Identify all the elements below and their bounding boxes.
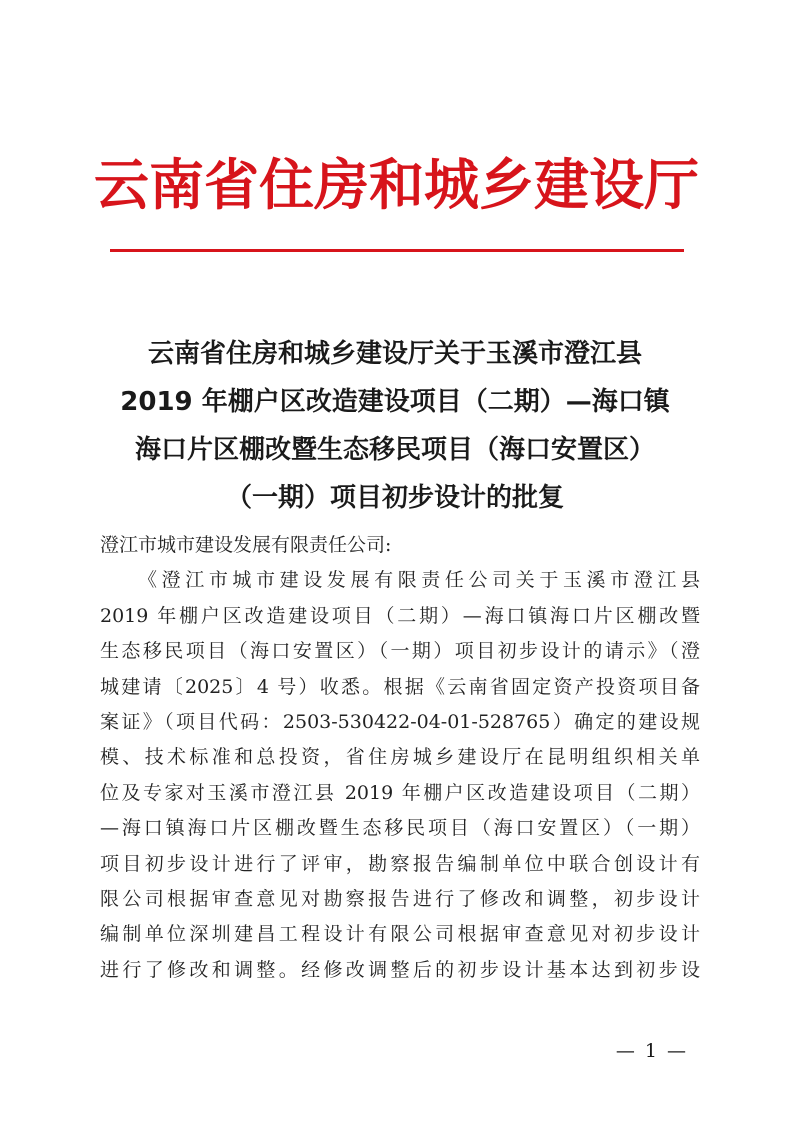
- title-line: 2019 年棚户区改造建设项目（二期）—海口镇: [120, 387, 670, 417]
- agency-letterhead: 云南省住房和城乡建设厅: [93, 153, 699, 217]
- title-line: 海口片区棚改暨生态移民项目（海口安置区）: [134, 435, 655, 465]
- letterhead-red-rule: [110, 249, 684, 252]
- body-line: 案证》（项目代码：2503-530422-04-01-528765）确定的建设规: [100, 711, 700, 734]
- body-line: —海口镇海口片区棚改暨生态移民项目（海口安置区）（一期）: [100, 817, 700, 840]
- title-line: 云南省住房和城乡建设厅关于玉溪市澄江县: [147, 339, 642, 369]
- body-line: 限公司根据审查意见对勘察报告进行了修改和调整，初步设计: [100, 888, 700, 911]
- body-line: 2019 年棚户区改造建设项目（二期）—海口镇海口片区棚改暨: [100, 604, 700, 627]
- body-line: 项目初步设计进行了评审，勘察报告编制单位中联合创设计有: [100, 852, 700, 875]
- body-line: 模、技术标准和总投资，省住房城乡建设厅在昆明组织相关单: [100, 746, 700, 769]
- body-line: 位及专家对玉溪市澄江县 2019 年棚户区改造建设项目（二期）: [100, 781, 700, 804]
- document-title: [95, 330, 695, 522]
- body-line: 《澄江市城市建设发展有限责任公司关于玉溪市澄江县: [138, 569, 700, 592]
- body-line: 进行了修改和调整。经修改调整后的初步设计基本达到初步设: [100, 958, 700, 981]
- document-body: [100, 528, 700, 988]
- salutation: 澄江市城市建设发展有限责任公司:: [100, 534, 392, 556]
- body-line: 编制单位深圳建昌工程设计有限公司根据审查意见对初步设计: [100, 923, 700, 946]
- body-line: 生态移民项目（海口安置区）（一期）项目初步设计的请示》（澄: [100, 640, 700, 663]
- body-line: 城建请〔2025〕4 号）收悉。根据《云南省固定资产投资项目备: [100, 675, 700, 698]
- page-number: — 1 —: [615, 1040, 688, 1062]
- title-line: （一期）项目初步设计的批复: [225, 483, 564, 513]
